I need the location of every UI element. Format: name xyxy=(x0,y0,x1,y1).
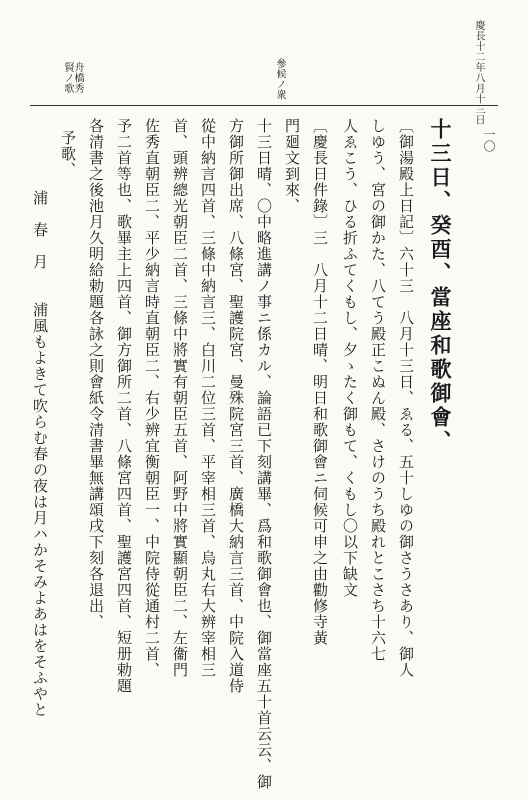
text-line-12: 予二首等也、歌畢主上四首、御方御所二首、八條宮四首、聖護宮四首、短册勅題 xyxy=(115,118,133,694)
text-line-9: 從中納言四首、三條中納言三、白川二位三首、平宰相三首、烏丸右大辨宰相三 xyxy=(199,118,217,678)
text-line-8: 方御所御出席、八條宮、聖護院宮、曼殊院宮三首、廣橋大納言三首、中院入道侍 xyxy=(227,118,245,694)
running-header-right: 慶長十二年八月十三日 xyxy=(473,20,484,125)
running-header-center: 參候ノ衆 xyxy=(274,58,285,100)
text-line-7: 十三日晴、〇中略進講ノ事ニ係カル、論語已下刻講畢、爲和歌御會也、御當座五十首云云、御 xyxy=(255,118,273,790)
text-line-1: 十三日、癸酉、當座和歌御會、 xyxy=(428,118,453,454)
text-line-3: しゆう、宮の御かた、八てう殿正こぬん殿、さけのうち殿れとこさち十六七 xyxy=(369,118,387,662)
text-line-5: 〔慶長日件錄〕三 八月十二日晴、明日和歌御會ニ伺候可申之由勸修寺黃 xyxy=(311,118,329,646)
text-line-6: 門廻文到來、 xyxy=(283,118,301,214)
running-header-left: 舟橋秀賢ノ歌 xyxy=(62,62,83,94)
text-line-4: 人ゑこう、ひる折ふてくもし、夕ゝたく御もて、くもし〇以下缺文 xyxy=(341,118,359,598)
text-line-14: 予歌、 xyxy=(59,130,77,178)
text-line-13: 各清書之後池月久明給勅題各詠之則會紙令清書畢無講頌戌下刻各退出、 xyxy=(87,118,105,630)
header-rule xyxy=(30,105,498,106)
page-number: 一〇 xyxy=(482,128,496,152)
text-line-2: 〔御湯殿上日記〕六十三 八月十三日、ゑる、五十しゆの御さうさあり、御人 xyxy=(397,118,415,678)
text-line-11: 佐秀直朝臣二、平少納言時直朝臣二、右少辨宜衡朝臣一、中院侍從通村二首、 xyxy=(143,118,161,678)
text-line-15: 浦 春 月 浦風もよきて吹らむ春の夜は月ハかそみよあはをそふやと xyxy=(31,190,49,718)
text-line-10: 首、頭辨總光朝臣二首、三條中將實有朝臣五首、阿野中將實顯朝臣二、左衞門 xyxy=(171,118,189,678)
